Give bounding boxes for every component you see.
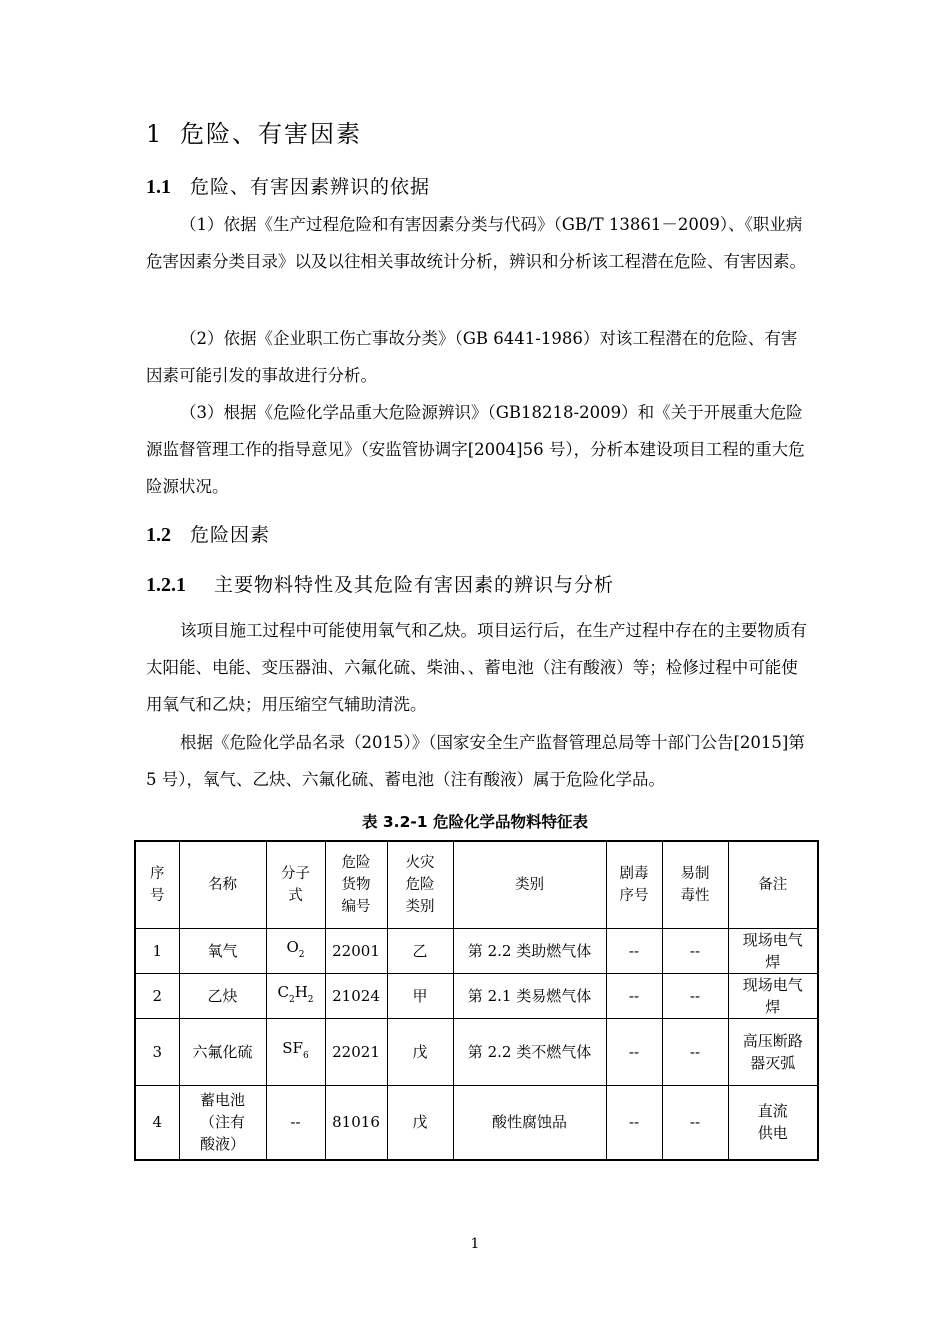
- cell-note: 直流供电: [728, 1086, 818, 1160]
- table-header-row: [135, 841, 818, 929]
- cell-precursor: --: [662, 929, 728, 974]
- header-precursor: 易制毒性: [662, 841, 728, 929]
- formula-part: H: [294, 983, 308, 1001]
- cell-fire-class: 甲: [387, 974, 453, 1019]
- header-formula: 分子式: [266, 841, 325, 929]
- paragraph-basis-1: （1）依据《生产过程危险和有害因素分类与代码》（GB/T 13861－2009）、《职业病危害因素分类目录》以及以往相关事故统计分析，辨识和分析该工程潜在危险、有害因素。: [146, 215, 806, 271]
- cell-fire-class: 戊: [387, 1086, 453, 1160]
- section-heading-1-2: [146, 520, 270, 547]
- cell-toxic-no: --: [606, 974, 662, 1019]
- header-category: 类别: [453, 841, 606, 929]
- cell-fire-class: 乙: [387, 929, 453, 974]
- header-no: 序号: [135, 841, 179, 929]
- paragraph-basis-2: （2）依据《企业职工伤亡事故分类》（GB 6441-1986）对该工程潜在的危险、有害因素可能引发的事故进行分析。: [146, 329, 798, 385]
- cell-fire-class: 戊: [387, 1019, 453, 1086]
- section-heading-1-2-1: [146, 570, 614, 597]
- cell-dg-code: 22001: [325, 929, 387, 974]
- formula-main: C: [277, 983, 289, 1001]
- cell-name: 氧气: [179, 929, 266, 974]
- cell-no: 1: [135, 929, 179, 974]
- cell-category: 酸性腐蚀品: [453, 1086, 606, 1160]
- cell-note: 现场电气焊: [728, 974, 818, 1019]
- cell-no: 3: [135, 1019, 179, 1086]
- header-dg-code: 危险货物编号: [325, 841, 387, 929]
- cell-precursor: --: [662, 974, 728, 1019]
- cell-toxic-no: --: [606, 1086, 662, 1160]
- section-title: 危险因素: [190, 524, 271, 546]
- section-number: 1.2: [146, 524, 171, 546]
- section-title: 危险、有害因素辨识的依据: [190, 176, 431, 198]
- formula-subscript-2: 2: [307, 995, 314, 1005]
- cell-note: 高压断路器灭弧: [728, 1019, 818, 1086]
- cell-formula: [266, 1019, 325, 1086]
- cell-category: 第 2.2 类不燃气体: [453, 1019, 606, 1086]
- paragraph-materials: 该项目施工过程中可能使用氧气和乙炔。项目运行后，在生产过程中存在的主要物质有太阳能、电能、变压器油、六氟化硫、柴油、、蓄电池（注有酸液）等；检修过程中可能使用氧气和乙炔；用压缩空气辅助清洗。: [146, 621, 807, 714]
- cell-precursor: --: [662, 1086, 728, 1160]
- table-row: [135, 974, 818, 1019]
- cell-name: 乙炔: [179, 974, 266, 1019]
- formula-subscript: 6: [302, 1051, 309, 1061]
- section-heading-1-1: [146, 172, 430, 199]
- paragraph-hazchem-list: 根据《危险化学品名录（2015）》（国家安全生产监督管理总局等十部门公告[2015]第 5 号），氧气、乙炔、六氟化硫、蓄电池（注有酸液）属于危险化学品。: [146, 733, 805, 789]
- cell-formula: [266, 929, 325, 974]
- table-row: [135, 1019, 818, 1086]
- formula-subscript: 2: [298, 950, 305, 960]
- cell-name: 六氟化硫: [179, 1019, 266, 1086]
- section-title: 主要物料特性及其危险有害因素的辨识与分析: [214, 574, 615, 596]
- cell-dg-code: 22021: [325, 1019, 387, 1086]
- cell-toxic-no: --: [606, 929, 662, 974]
- formula-main: O: [286, 938, 299, 956]
- table-caption: 表 3.2-1 危险化学品物料特征表: [362, 813, 588, 831]
- cell-dg-code: 21024: [325, 974, 387, 1019]
- cell-note: 现场电气焊: [728, 929, 818, 974]
- table-row: [135, 929, 818, 974]
- hazardous-chemicals-table: [134, 840, 819, 1161]
- header-name: 名称: [179, 841, 266, 929]
- cell-dg-code: 81016: [325, 1086, 387, 1160]
- cell-toxic-no: --: [606, 1019, 662, 1086]
- cell-formula: [266, 1086, 325, 1160]
- formula-main: SF: [282, 1039, 303, 1057]
- cell-category: 第 2.2 类助燃气体: [453, 929, 606, 974]
- formula-main: --: [290, 1113, 301, 1132]
- cell-no: 4: [135, 1086, 179, 1160]
- header-note: 备注: [728, 841, 818, 929]
- page-number: 1: [470, 1236, 480, 1252]
- cell-name: 蓄电池（注有酸液）: [179, 1086, 266, 1160]
- chapter-title: 危险、有害因素: [180, 120, 362, 148]
- chapter-heading: [146, 114, 362, 149]
- cell-precursor: --: [662, 1019, 728, 1086]
- header-fire-class: 火灾危险类别: [387, 841, 453, 929]
- cell-category: 第 2.1 类易燃气体: [453, 974, 606, 1019]
- section-number: 1.1: [146, 176, 171, 198]
- formula-subscript: 2: [288, 995, 295, 1005]
- table-row: [135, 1086, 818, 1160]
- section-number: 1.2.1: [146, 574, 186, 596]
- cell-no: 2: [135, 974, 179, 1019]
- paragraph-basis-3: （3）根据《危险化学品重大危险源辨识》（GB18218-2009）和《关于开展重大危险源监督管理工作的指导意见》（安监管协调字[2004]56 号），分析本建设项目工程的重大危险源状况。: [146, 403, 805, 496]
- chapter-number: 1: [146, 120, 164, 148]
- cell-formula: [266, 974, 325, 1019]
- header-toxic-no: 剧毒序号: [606, 841, 662, 929]
